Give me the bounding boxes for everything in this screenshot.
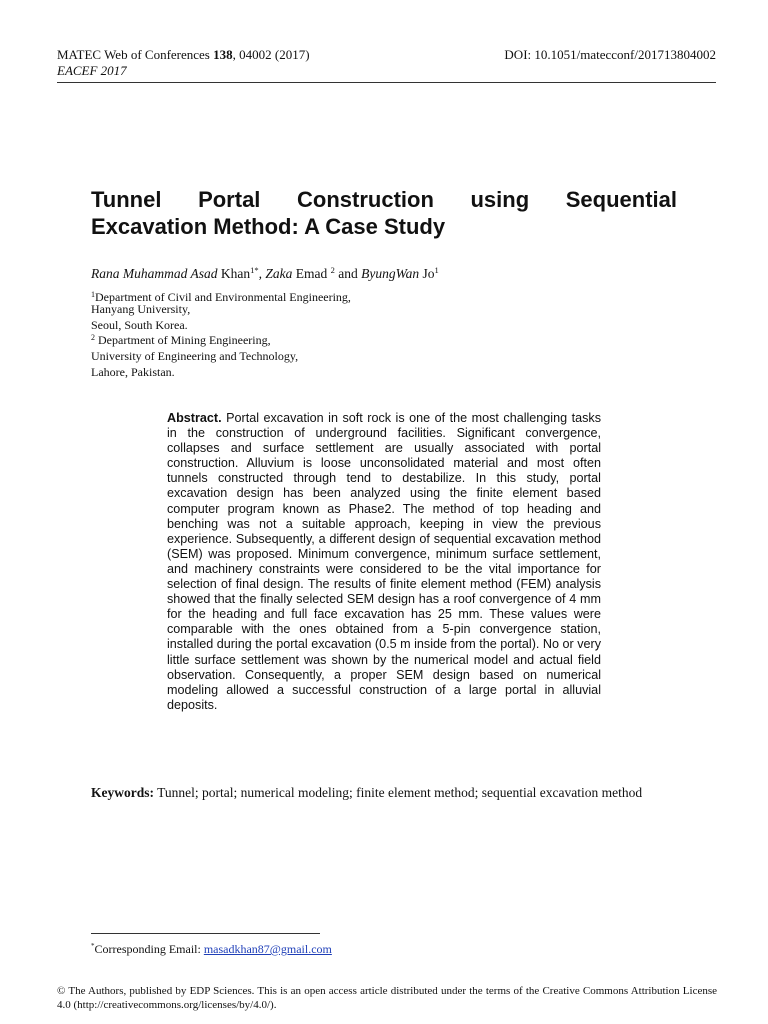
keywords-label: Keywords: xyxy=(91,785,154,800)
affiliation-1-line-3: Seoul, South Korea. xyxy=(91,318,188,332)
author: Rana Muhammad Asad Khan$^{1*}$ xyxy=(91,265,259,281)
keywords xyxy=(91,781,677,805)
author: ByungWan Jo$^1$ xyxy=(361,265,439,281)
event-name: EACEF 2017 xyxy=(57,63,127,78)
affiliation-1-line-1: $^1$Department of Civil and Environmental Engineering, xyxy=(91,290,351,304)
author: Zaka Emad $^2$ xyxy=(265,265,335,281)
email-link[interactable]: masadkhan87@gmail.com xyxy=(203,942,332,956)
abstract-text: Portal excavation in soft rock is one of the most challenging tasks in the construction of underground facilities. Significant convergence, collapses and surface settlement are usually associated with portal construction. Alluvium is loose unconsolidated material and most often tunnels constructed through tend to destabilize. In this study, portal excavation design has been analyzed using the finite element based computer program known as Phase2. The method of top heading and benching was not a suitable approach, keeping in view the previous experience. Subsequently, a different design of sequential excavation method (SEM) was proposed. Minimum convergence, minimum surface settlement, and machinery constraints were considered to be the vital importance for selection of final design. The results of finite element method (FEM) analysis showed that the finally selected SEM design has a roof convergence of 4 mm for the heading and full face excavation has 25 mm. These values were comparable with the ones obtained from a 5-pin convergence station, installed during the portal excavation (0.5 m inside from the portal). No or very little surface settlement was shown by the numerical model and actual field observation. Consequently, a proper SEM design based on numerical modeling allowed a successful construction of a large portal in alluvial deposits. xyxy=(167,411,602,712)
abstract-label: Abstract. xyxy=(167,411,222,425)
conference-citation: MATEC Web of Conferences 138, 04002 (2017) xyxy=(57,47,310,62)
affiliation-1-line-2: Hanyang University, xyxy=(91,302,191,316)
keywords-text: Tunnel; portal; numerical modeling; finite element method; sequential excavation method xyxy=(157,785,643,800)
corresponding-author-footnote: *Corresponding Email: masadkhan87@gmail.com xyxy=(91,942,332,956)
author-list: Rana Muhammad Asad Khan$^{1*}$, Zaka Emad $^2$ and ByungWan Jo$^1$ xyxy=(91,265,439,281)
affiliation-2-line-3: Lahore, Pakistan. xyxy=(91,365,175,379)
license-notice: © The Authors, published by EDP Sciences. This is an open access article distributed under the terms of the Creative Commons Attribution License 4.0 (http://creativecommons.org/licenses/by/4.0/). xyxy=(57,985,717,1011)
paper-title: Tunnel Portal Construction using Sequential Excavation Method: A Case Study xyxy=(91,187,677,239)
doi: DOI: 10.1051/matecconf/201713804002 xyxy=(504,47,716,62)
footnote-divider xyxy=(91,933,320,934)
header-divider xyxy=(57,82,716,83)
affiliation-2-line-1: $^2$ Department of Mining Engineering, xyxy=(91,333,271,347)
affiliation-2-line-2: University of Engineering and Technology, xyxy=(91,349,299,363)
abstract xyxy=(167,411,601,713)
running-header-left xyxy=(57,47,310,79)
